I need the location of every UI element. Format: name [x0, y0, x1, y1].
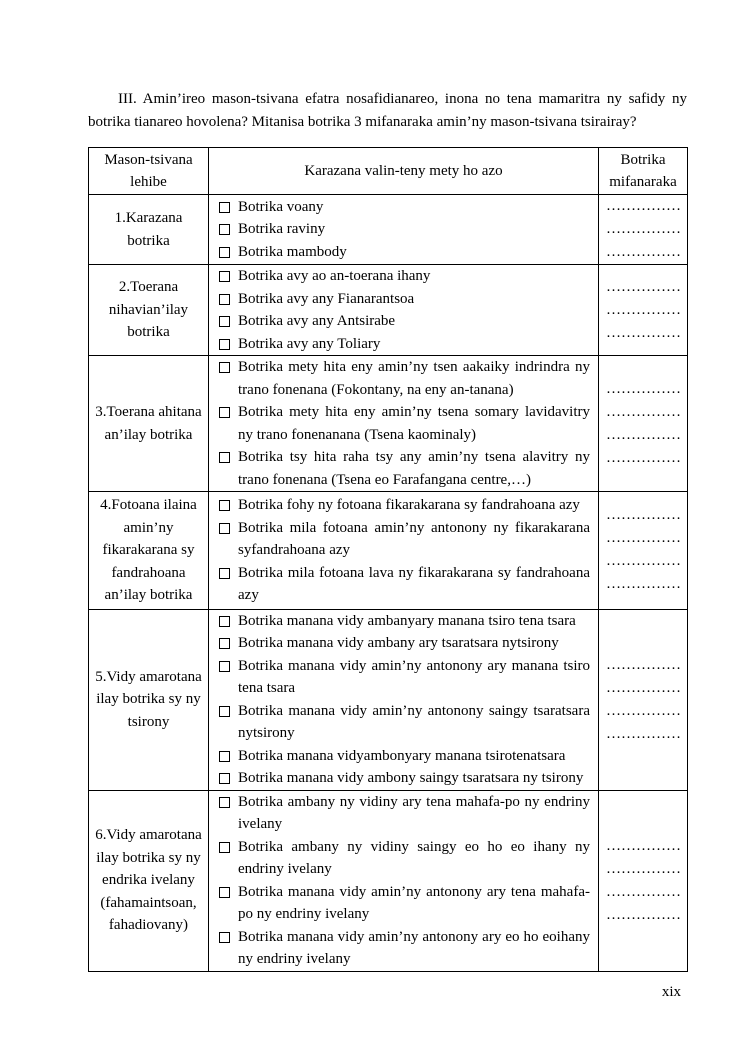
checkbox-icon	[219, 339, 230, 350]
answer-blank: ……………	[606, 403, 681, 420]
answer-blank: ……………	[606, 883, 681, 900]
answer-option: Botrika avy any Fianarantsoa	[219, 288, 590, 311]
answer-option: Botrika manana vidy amin’ny antonony saingy tsaratsara nytsirony	[219, 700, 590, 745]
answer-option: Botrika manana vidy amin’ny antonony ary tena mahafa-po ny endriny ivelany	[219, 881, 590, 926]
answer-option: Botrika avy ao an-toerana ihany	[219, 265, 590, 288]
checkbox-icon	[219, 247, 230, 258]
column-header-matching: Botrika mifanaraka	[599, 148, 688, 195]
answer-blank: ……………	[606, 507, 681, 524]
answer-blank: ……………	[606, 530, 681, 547]
checkbox-icon	[219, 294, 230, 305]
checkbox-icon	[219, 706, 230, 717]
answer-blank: ……………	[606, 837, 681, 854]
checkbox-icon	[219, 842, 230, 853]
checkbox-icon	[219, 523, 230, 534]
checkbox-icon	[219, 271, 230, 282]
checkbox-icon	[219, 751, 230, 762]
answer-blank: ……………	[606, 576, 681, 593]
checkbox-icon	[219, 568, 230, 579]
answer-blank: ……………	[606, 553, 681, 570]
answer-option: Botrika avy any Toliary	[219, 333, 590, 356]
checkbox-icon	[219, 773, 230, 784]
criterion-label: 5.Vidy amarotana ilay botrika sy ny tsirony	[89, 609, 209, 790]
answer-blank: ……………	[606, 380, 681, 397]
survey-table	[88, 147, 688, 972]
answer-blank: ……………	[606, 426, 681, 443]
answer-blank: ……………	[606, 278, 681, 295]
checkbox-icon	[219, 500, 230, 511]
criterion-label: 6.Vidy amarotana ilay botrika sy ny endrika ivelany (fahamaintsoan, fahadiovany)	[89, 790, 209, 971]
intro-paragraph: III. Amin’ireo mason-tsivana efatra nosafidianareo, inona no tena mamaritra ny safidy ny botrika tianareo hovolena? Mitanisa botrika 3 mifanaraka amin’ny mason-tsivana tsirairay?	[88, 91, 687, 130]
header-row	[89, 148, 688, 195]
answer-option: Botrika manana vidy ambanyary manana tsiro tena tsara	[219, 610, 590, 633]
answer-blank: ……………	[606, 244, 681, 260]
table-row	[89, 265, 688, 356]
answer-option: Botrika manana vidy ambany ary tsaratsara nytsirony	[219, 632, 590, 655]
answer-blank: ……………	[606, 449, 681, 466]
answer-option: Botrika avy any Antsirabe	[219, 310, 590, 333]
column-header-criterion: Mason-tsivana lehibe	[89, 148, 209, 195]
table-row	[89, 195, 688, 265]
checkbox-icon	[219, 407, 230, 418]
answer-option: Botrika fohy ny fotoana fikarakarana sy fandrahoana azy	[219, 494, 590, 517]
answer-blank: ……………	[606, 906, 681, 923]
column-header-answers: Karazana valin-teny mety ho azo	[209, 148, 599, 195]
answer-option: Botrika mila fotoana amin’ny antonony ny fikarakarana syfandrahoana azy	[219, 517, 590, 562]
answer-blank: ……………	[606, 725, 681, 742]
checkbox-icon	[219, 616, 230, 627]
checkbox-icon	[219, 797, 230, 808]
criterion-label: 2.Toerana nihavian’ilay botrika	[89, 265, 209, 356]
checkbox-icon	[219, 661, 230, 672]
answer-blank: ……………	[606, 679, 681, 696]
answer-option: Botrika manana vidyambonyary manana tsirotenatsara	[219, 745, 590, 768]
table-row	[89, 492, 688, 610]
answer-option: Botrika mambody	[219, 241, 590, 264]
answer-option: Botrika mety hita eny amin’ny tsena somary lavidavitry ny trano fonenanana (Tsena kaominaly)	[219, 401, 590, 446]
answer-option: Botrika ambany ny vidiny ary tena mahafa-po ny endriny ivelany	[219, 791, 590, 836]
answer-option: Botrika mila fotoana lava ny fikarakarana sy fandrahoana azy	[219, 562, 590, 607]
page-number: xix	[661, 983, 681, 1000]
checkbox-icon	[219, 362, 230, 373]
table-row	[89, 356, 688, 492]
checkbox-icon	[219, 224, 230, 235]
checkbox-icon	[219, 452, 230, 463]
table-row	[89, 790, 688, 971]
answer-blank: ……………	[606, 221, 681, 237]
answer-blank: ……………	[606, 860, 681, 877]
checkbox-icon	[219, 638, 230, 649]
checkbox-icon	[219, 887, 230, 898]
answer-option: Botrika tsy hita raha tsy any amin’ny tsena alavitry ny trano fonenana (Tsena eo Farafangana centre,…)	[219, 446, 590, 491]
answer-blank: ……………	[606, 198, 681, 214]
answer-option: Botrika manana vidy ambony saingy tsaratsara ny tsirony	[219, 767, 590, 790]
criterion-label: 1.Karazana botrika	[89, 195, 209, 265]
checkbox-icon	[219, 316, 230, 327]
answer-blank: ……………	[606, 324, 681, 341]
answer-blank: ……………	[606, 656, 681, 673]
answer-option: Botrika ambany ny vidiny saingy eo ho eo ihany ny endriny ivelany	[219, 836, 590, 881]
answer-option: Botrika manana vidy amin’ny antonony ary manana tsiro tena tsara	[219, 655, 590, 700]
answer-blank: ……………	[606, 301, 681, 318]
table-row	[89, 609, 688, 790]
checkbox-icon	[219, 932, 230, 943]
answer-blank: ……………	[606, 702, 681, 719]
checkbox-icon	[219, 202, 230, 213]
criterion-label: 3.Toerana ahitana an’ilay botrika	[89, 356, 209, 492]
answer-option: Botrika manana vidy amin’ny antonony ary eo ho eoihany ny endriny ivelany	[219, 926, 590, 971]
document-page	[88, 0, 687, 1001]
criterion-label: 4.Fotoana ilaina amin’ny fikarakarana sy fandrahoana an’ilay botrika	[89, 492, 209, 610]
answer-option: Botrika voany	[219, 196, 590, 219]
answer-option: Botrika mety hita eny amin’ny tsen aakaiky indrindra ny trano fonenana (Fokontany, na eny an-tanana)	[219, 356, 590, 401]
answer-option: Botrika raviny	[219, 218, 590, 241]
